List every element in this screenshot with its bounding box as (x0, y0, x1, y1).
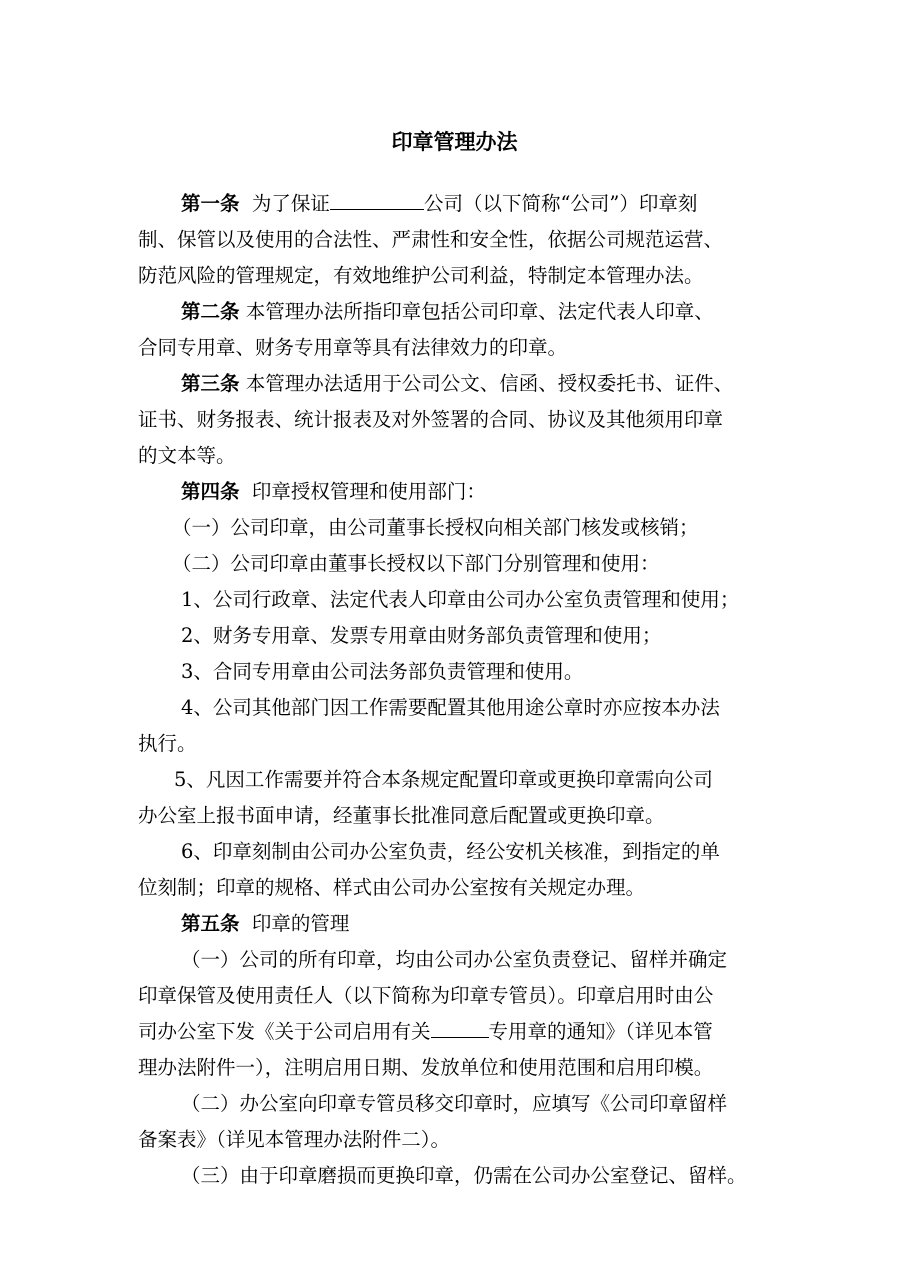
article-4-item-5-line-1: 5、凡因工作需要并符合本条规定配置印章或更换印章需向公司 (174, 768, 713, 791)
article-4-para-1: （一）公司印章，由公司董事长授权向相关部门核发或核销； (172, 516, 699, 539)
article-3-line-2: 证书、财务报表、统计报表及对外签署的合同、协议及其他须用印章 (138, 408, 724, 431)
article-5-label: 第五条 (181, 912, 240, 935)
blank-seal-type (431, 1017, 489, 1038)
article-5-para-1-line-2: 印章保管及使用责任人（以下简称为印章专管员）。印章启用时由公 (138, 984, 714, 1007)
article-2-label: 第二条 (181, 300, 240, 323)
article-3-line-1: 第三条 本管理办法适用于公司公文、信函、授权委托书、证件、 (181, 372, 734, 395)
article-4-para-2: （二）公司印章由董事长授权以下部门分别管理和使用： (172, 552, 660, 575)
article-5-para-1-line-3: 司办公室下发《关于公司启用有关 专用章的通知》（详见本管 (138, 1014, 798, 1050)
document-title: 印章管理办法 (391, 129, 518, 154)
article-1-line-1: 第一条 为了保证 公司（以下简称“公司”）印章刻 (181, 186, 841, 222)
article-5-para-2-line-1: （二）办公室向印章专管员移交印章时，应填写《公司印章留样 (181, 1092, 728, 1115)
article-1-line-2: 制、保管以及使用的合法性、严肃性和安全性，依据公司规范运营、 (138, 228, 724, 251)
article-1-label: 第一条 (181, 192, 240, 215)
article-4-item-1: 1、公司行政章、法定代表人印章由公司办公室负责管理和使用； (181, 588, 740, 611)
article-2-line-1: 第二条 本管理办法所指印章包括公司印章、法定代表人印章、 (181, 300, 714, 323)
article-5-para-1-line-1: （一）公司的所有印章，均由公司办公室负责登记、留样并确定 (181, 948, 728, 971)
article-2-line-2: 合同专用章、财务专用章等具有法律效力的印章。 (138, 336, 568, 359)
article-4-item-6-line-1: 6、印章刻制由公司办公室负责，经公安机关核准，到指定的单 (181, 840, 720, 863)
blank-company-name (330, 189, 424, 210)
article-4-item-5-line-2: 办公室上报书面申请，经董事长批准同意后配置或更换印章。 (138, 804, 665, 827)
article-5-line-1: 第五条 印章的管理 (181, 912, 350, 935)
article-5-para-1-line-4: 理办法附件一），注明启用日期、发放单位和使用范围和启用印模。 (138, 1056, 714, 1079)
article-4-line-1: 第四条 印章授权管理和使用部门： (181, 480, 486, 503)
article-5-para-3-line-1: （三）由于印章磨损而更换印章，仍需在公司办公室登记、留样。 (181, 1164, 747, 1187)
article-4-label: 第四条 (181, 480, 240, 503)
article-4-item-6-line-2: 位刻制；印章的规格、样式由公司办公室按有关规定办理。 (138, 876, 646, 899)
article-4-item-4-line-1: 4、公司其他部门因工作需要配置其他用途公章时亦应按本办法 (181, 696, 720, 719)
article-1-line-3: 防范风险的管理规定，有效地维护公司利益，特制定本管理办法。 (138, 264, 704, 287)
article-3-line-3: 的文本等。 (138, 444, 236, 467)
article-3-label: 第三条 (181, 372, 240, 395)
article-4-item-3: 3、合同专用章由公司法务部负责管理和使用。 (181, 660, 584, 683)
article-5-para-2-line-2: 备案表》（详见本管理办法附件二）。 (138, 1128, 451, 1151)
article-4-item-2: 2、财务专用章、发票专用章由财务部负责管理和使用； (181, 624, 662, 647)
article-4-item-4-line-2: 执行。 (138, 732, 197, 755)
